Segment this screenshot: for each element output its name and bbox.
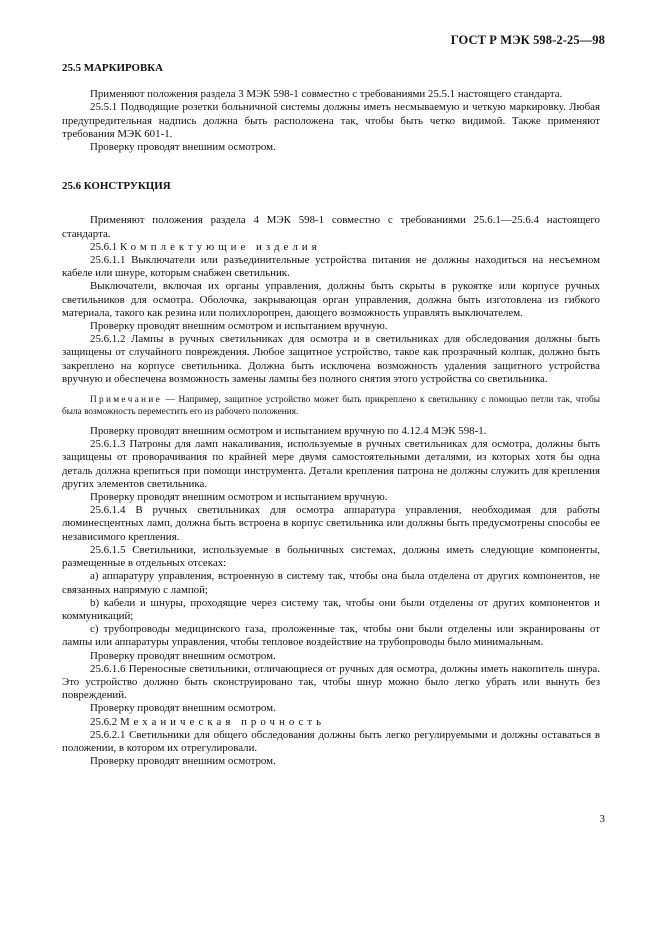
- page-number: 3: [599, 813, 605, 825]
- note: [62, 394, 600, 418]
- paragraph: Проверку проводят внешним осмотром.: [90, 141, 276, 154]
- note-label: Примечание: [90, 395, 162, 406]
- list-item: с) трубопроводы медицинского газа, проложенные так, чтобы они были отделены или экранированы от лампы или аппаратуры управления, чтобы тепловое воздействие на трубопроводы было минимальным.: [62, 623, 600, 649]
- paragraph: Проверку проводят внешним осмотром.: [90, 755, 276, 768]
- subsection-number: 25.6.1: [90, 240, 120, 253]
- paragraph: 25.6.1.2 Лампы в ручных светильниках для осмотра и в светильниках для обследования должны быть защищены от случайного повреждения. Любое защитное устройство, такое как прозрачный колпак, должно быть закреплено на корпусе светильника. Должна быть исключена возможность удаления защитного устройства вручную и обеспечена возможность замены лампы без полного снятия этого устройства со светильника.: [62, 333, 600, 385]
- subsection-title-text: Комплектующие изделия: [119, 240, 321, 253]
- document-body: [62, 62, 600, 768]
- subsection-title: [62, 716, 600, 729]
- paragraph: 25.6.1.1 Выключатели или разъединительные устройства питания не должны находиться на несъемном кабеле или шнуре, которым снабжен светильник.: [62, 254, 600, 280]
- paragraph: Проверку проводят внешним осмотром.: [90, 649, 276, 662]
- section-25-5-heading: 25.5 МАРКИРОВКА: [62, 62, 164, 74]
- note-text: — Например, защитное устройство может быть прикреплено к светильнику с помощью петли так, чтобы была возможность переместить его из рабочего положения.: [62, 395, 600, 418]
- list-item: b) кабели и шнуры, проходящие через систему так, чтобы они были отделены от других компонентов и коммуникаций;: [62, 596, 600, 622]
- subsection-title: [62, 241, 600, 254]
- paragraph: 25.6.1.6 Переносные светильники, отличающиеся от ручных для осмотра, должны иметь накопитель шнура. Это устройство должно быть сконструировано так, чтобы шнур можно было легко убрать или вынуть без повреждений.: [62, 662, 600, 702]
- paragraph: Проверку проводят внешним осмотром и испытанием вручную по 4.12.4 МЭК 598-1.: [90, 425, 487, 438]
- paragraph: Проверку проводят внешним осмотром.: [90, 702, 276, 715]
- subsection-title-text: Механическая прочность: [119, 715, 326, 728]
- paragraph: Проверку проводят внешним осмотром и испытанием вручную.: [90, 320, 388, 333]
- paragraph: Проверку проводят внешним осмотром и испытанием вручную.: [90, 491, 388, 504]
- paragraph: 25.6.1.3 Патроны для ламп накаливания, используемые в ручных светильниках для осмотра, должны быть защищены от проворачивания по крайней мере двумя самостоятельными деталями, из которых хотя бы одна деталь должна крепиться при помощи инструмента. Детали крепления патрона не должны служить для крепления других элементов светильника.: [62, 438, 600, 490]
- paragraph: 25.6.2.1 Светильники для общего обследования должны быть легко регулируемыми и должны оставаться в положении, в котором их отрегулировали.: [62, 728, 600, 754]
- paragraph: Применяют положения раздела 3 МЭК 598-1 совместно с требованиями 25.5.1 настоящего стандарта.: [90, 88, 563, 101]
- paragraph: 25.6.1.5 Светильники, используемые в больничных системах, должны иметь следующие компоненты, размещенные в отдельных отсеках:: [62, 543, 600, 570]
- paragraph: 25.5.1 Подводящие розетки больничной системы должны иметь несмываемую и четкую маркировку. Любая предупредительная надпись должна быть расположена так, чтобы быть четко видимой. Также применяют требования МЭК 601-1.: [62, 101, 600, 140]
- paragraph: 25.6.1.4 В ручных светильниках для осмотра аппаратура управления, необходимая для работы люминесцентных ламп, должна быть встроена в корпус светильника или должны быть предусмотрены способы ее независимого крепления.: [62, 504, 600, 543]
- standard-header: ГОСТ Р МЭК 598-2-25—98: [450, 33, 605, 47]
- subsection-number: 25.6.2: [90, 715, 120, 728]
- list-item: а) аппаратуру управления, встроенную в систему так, чтобы она была отделена от других компонентов, не связанных напрямую с лампой;: [62, 570, 600, 596]
- section-25-6-heading: 25.6 КОНСТРУКЦИЯ: [62, 180, 171, 193]
- paragraph: Выключатели, включая их органы управления, должны быть скрыты в рукоятке или корпусе ручных светильников для осмотра. Оболочка, закрывающая орган управления, должна быть изготовлена из гибкого материала, такого как резина или полихлоропрен, дающего возможность управлять выключателем.: [62, 280, 600, 319]
- paragraph: Применяют положения раздела 4 МЭК 598-1 совместно с требованиями 25.6.1—25.6.4 настоящего стандарта.: [62, 214, 600, 240]
